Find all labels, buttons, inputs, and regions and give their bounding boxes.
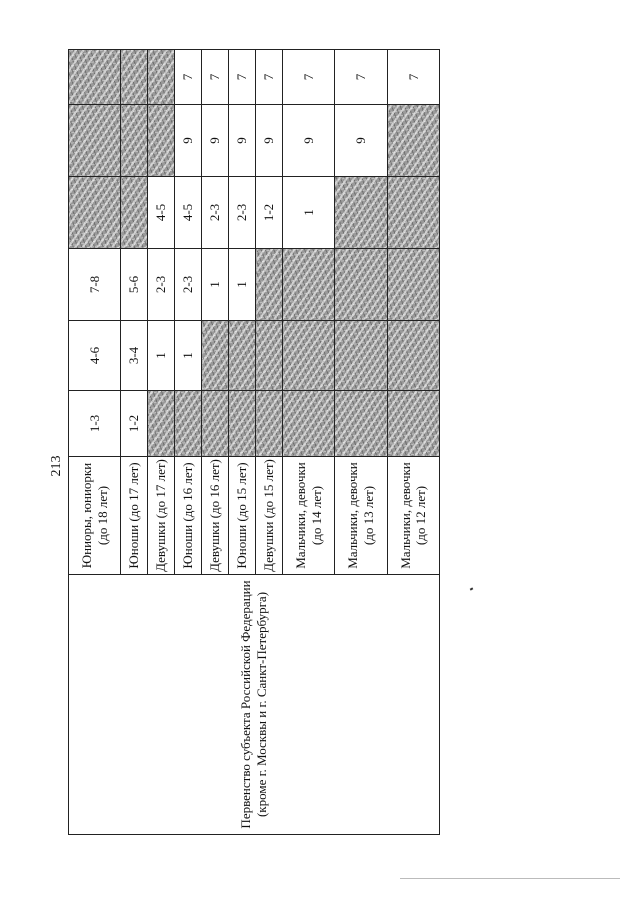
shaded-cell [256, 321, 283, 391]
place-cell: 2-3 [229, 177, 256, 249]
place-cell: 7 [335, 50, 387, 105]
age-category-cell: Юноши (до 15 лет) [229, 457, 256, 575]
shaded-cell [121, 105, 148, 177]
shaded-cell [175, 391, 202, 457]
place-cell: 9 [256, 105, 283, 177]
place-cell: 7 [256, 50, 283, 105]
place-cell: 7 [283, 50, 335, 105]
shaded-cell [256, 391, 283, 457]
age-category-cell: Юниоры, юниорки (до 18 лет) [69, 457, 121, 575]
shaded-cell [121, 50, 148, 105]
shaded-cell [202, 321, 229, 391]
competition-name-cell: Первенство субъекта Российской Федерации (кроме г. Москвы и г. Санкт-Петербурга) [69, 575, 440, 835]
place-cell: 4-6 [69, 321, 121, 391]
place-cell: 1-2 [121, 391, 148, 457]
place-cell: 9 [175, 105, 202, 177]
shaded-cell [69, 177, 121, 249]
age-category-cell: Мальчики, девочки (до 13 лет) [335, 457, 387, 575]
shaded-cell [387, 105, 439, 177]
shaded-cell [229, 391, 256, 457]
shaded-cell [256, 249, 283, 321]
age-category-cell: Юноши (до 17 лет) [121, 457, 148, 575]
shaded-cell [121, 177, 148, 249]
age-category-cell: Девушки (до 15 лет) [256, 457, 283, 575]
shaded-cell [335, 177, 387, 249]
place-cell: 7 [229, 50, 256, 105]
results-table [68, 49, 440, 835]
table-body [69, 50, 440, 835]
shaded-cell [69, 105, 121, 177]
place-cell: 4-5 [175, 177, 202, 249]
place-cell: 1-2 [256, 177, 283, 249]
place-cell: 1 [148, 321, 175, 391]
place-cell: 7-8 [69, 249, 121, 321]
place-cell: 4-5 [148, 177, 175, 249]
age-category-cell: Юноши (до 16 лет) [175, 457, 202, 575]
age-category-cell: Мальчики, девочки (до 14 лет) [283, 457, 335, 575]
shaded-cell [283, 249, 335, 321]
place-cell: 9 [335, 105, 387, 177]
place-cell: 7 [175, 50, 202, 105]
shaded-cell [202, 391, 229, 457]
shaded-cell [387, 321, 439, 391]
age-category-cell: Девушки (до 17 лет) [148, 457, 175, 575]
place-cell: 7 [387, 50, 439, 105]
scan-edge-line [400, 878, 620, 879]
shaded-cell [335, 249, 387, 321]
place-cell: 1 [202, 249, 229, 321]
table-wrapper [68, 50, 440, 835]
shaded-cell [69, 50, 121, 105]
place-cell: 2-3 [202, 177, 229, 249]
shaded-cell [148, 391, 175, 457]
place-cell: 5-6 [121, 249, 148, 321]
place-cell: 1 [229, 249, 256, 321]
place-cell: 1-3 [69, 391, 121, 457]
place-cell: 1 [283, 177, 335, 249]
place-cell: 3-4 [121, 321, 148, 391]
shaded-cell [335, 391, 387, 457]
shaded-cell [387, 391, 439, 457]
shaded-cell [387, 249, 439, 321]
place-cell: 9 [229, 105, 256, 177]
shaded-cell [283, 321, 335, 391]
place-cell: 9 [202, 105, 229, 177]
table-row [69, 50, 121, 835]
shaded-cell [229, 321, 256, 391]
shaded-cell [148, 50, 175, 105]
rotated-table-container [68, 50, 440, 835]
scan-speck [470, 587, 474, 590]
age-category-cell: Мальчики, девочки (до 12 лет) [387, 457, 439, 575]
shaded-cell [283, 391, 335, 457]
page-number: 213 [49, 455, 64, 477]
place-cell: 9 [283, 105, 335, 177]
place-cell: 1 [175, 321, 202, 391]
place-cell: 7 [202, 50, 229, 105]
shaded-cell [387, 177, 439, 249]
place-cell: 2-3 [148, 249, 175, 321]
shaded-cell [335, 321, 387, 391]
age-category-cell: Девушки (до 16 лет) [202, 457, 229, 575]
shaded-cell [148, 105, 175, 177]
place-cell: 2-3 [175, 249, 202, 321]
